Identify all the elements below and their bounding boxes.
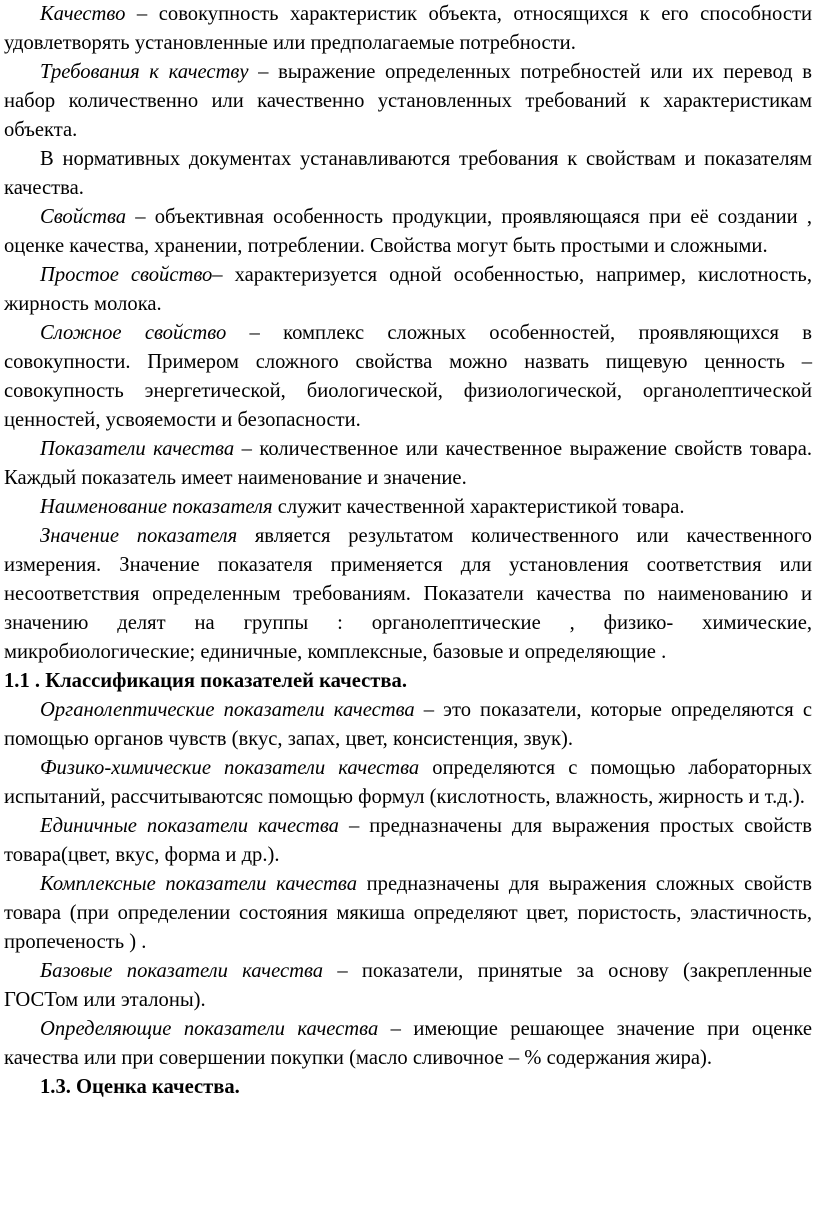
- term: Определяющие показатели качества: [40, 1018, 379, 1040]
- definition-text: – это показатели, которые определяются с помощью органов чувств (вкус, запах, цвет, консистенция, звук).: [4, 699, 812, 750]
- definition-indicator-value: [4, 522, 812, 667]
- definition-text: определяются с помощью лабораторных испытаний, рассчитываютсяс помощью формул (кислотность, влажность, жирность и т.д.).: [4, 757, 812, 808]
- definition-text: – количественное или качественное выражение свойств товара. Каждый показатель имеет наименование и значение.: [4, 438, 812, 489]
- definition-complex-indicators: [4, 870, 812, 957]
- term: Физико-химические показатели качества: [40, 757, 420, 779]
- definition-complex-property: [4, 319, 812, 435]
- paragraph-text: В нормативных документах устанавливаются требования к свойствам и показателям качества.: [4, 148, 812, 199]
- definition-text: – предназначены для выражения простых свойств товара(цвет, вкус, форма и др.).: [4, 815, 812, 866]
- term: Качество: [40, 3, 126, 25]
- definition-text: служит качественной характеристикой товара.: [272, 496, 685, 518]
- term: Показатели качества: [40, 438, 235, 460]
- definition-single-indicators: [4, 812, 812, 870]
- definition-text: – совокупность характеристик объекта, относящихся к его способности удовлетворять установленные или предполагаемые потребности.: [4, 3, 812, 54]
- definition-text: – комплекс сложных особенностей, проявляющихся в совокупности. Примером сложного свойства можно назвать пищевую ценность – совокупность энергетической, биологической, физиологической, органолептической ценностей, усвояемости и безопасности.: [4, 322, 812, 431]
- definition-quality-requirements: [4, 58, 812, 145]
- term: Свойства: [40, 206, 127, 228]
- definition-quality-indicators: [4, 435, 812, 493]
- section-heading-quality-assessment: 1.3. Оценка качества.: [40, 1076, 240, 1098]
- paragraph-normative-documents: [4, 145, 812, 203]
- term: Базовые показатели качества: [40, 960, 324, 982]
- term: Сложное свойство: [40, 322, 227, 344]
- term: Единичные показатели качества: [40, 815, 339, 837]
- definition-organoleptic: [4, 696, 812, 754]
- definition-text: – объективная особенность продукции, проявляющаяся при её создании , оценке качества, хранении, потреблении. Свойства могут быть простыми и сложными.: [4, 206, 812, 257]
- definition-text: – выражение определенных потребностей или их перевод в набор количественно или качественно установленных требований к характеристикам объекта.: [4, 61, 812, 141]
- term: Простое свойство: [40, 264, 213, 286]
- term: Комплексные показатели качества: [40, 873, 358, 895]
- definition-text: является результатом количественного или качественного измерения. Значение показателя применяется для установления соответствия или несоответствия определенным требованиям. Показатели качества по наименованию и значению делят на группы : органолептические , физико- химические, микробиологические; единичные, комплексные, базовые и определяющие .: [4, 525, 812, 663]
- section-heading-classification: 1.1 . Классификация показателей качества.: [4, 670, 407, 692]
- definition-text: – характеризуется одной особенностью, например, кислотность, жирность молока.: [4, 264, 812, 315]
- definition-simple-property: [4, 261, 812, 319]
- term: Органолептические показатели качества: [40, 699, 415, 721]
- term: Значение показателя: [40, 525, 238, 547]
- definition-physicochemical: [4, 754, 812, 812]
- definition-text: – имеющие решающее значение при оценке качества или при совершении покупки (масло сливочное – % содержания жира).: [4, 1018, 812, 1069]
- definition-determining-indicators: [4, 1015, 812, 1073]
- term: Требования к качеству: [40, 61, 249, 83]
- definition-properties: [4, 203, 812, 261]
- term: Наименование показателя: [40, 496, 273, 518]
- definition-indicator-name: [4, 493, 812, 522]
- definition-quality: [4, 0, 812, 58]
- definition-text: предназначены для выражения сложных свойств товара (при определении состояния мякиша определяют цвет, пористость, эластичность, пропеченость ) .: [4, 873, 812, 953]
- definition-base-indicators: [4, 957, 812, 1015]
- definition-text: – показатели, принятые за основу (закрепленные ГОСТом или эталоны).: [4, 960, 812, 1011]
